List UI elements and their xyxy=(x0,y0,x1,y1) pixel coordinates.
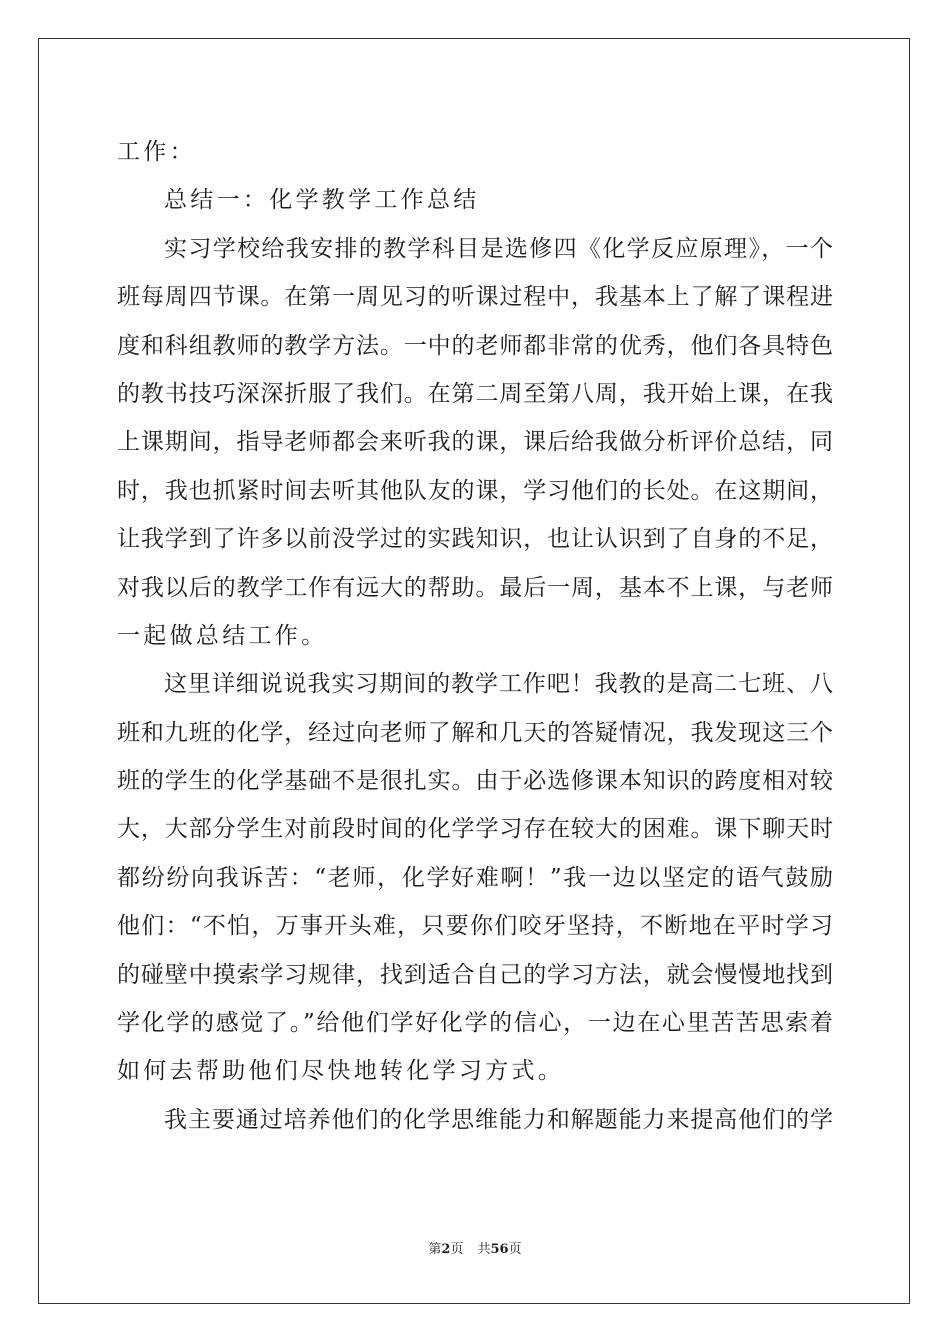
paragraph-line: 度和科组教师的教学方法。一中的老师都非常的优秀，他们各具特色 xyxy=(117,332,833,359)
paragraph-line: 的碰壁中摸索学习规律，找到适合自己的学习方法，就会慢慢地找到 xyxy=(117,961,833,988)
paragraph-line: 如何去帮助他们尽快地转化学习方式。 xyxy=(117,1058,565,1085)
total-prefix: 共 xyxy=(477,1242,491,1257)
total-pages: 56 xyxy=(490,1242,509,1257)
paragraph-line: 这里详细说说我实习期间的教学工作吧！我教的是高二七班、八 xyxy=(164,671,833,698)
paragraph-line: 时，我也抓紧时间去听其他队友的课，学习他们的长处。在这期间， xyxy=(117,477,833,504)
document-body xyxy=(117,128,833,1144)
paragraph-line: 班每周四节课。在第一周见习的听课过程中，我基本上了解了课程进 xyxy=(117,284,833,311)
page-footer xyxy=(0,1238,950,1257)
paragraph-line: 实习学校给我安排的教学科目是选修四《化学反应原理》，一个 xyxy=(164,235,833,262)
paragraph-line: 上课期间，指导老师都会来听我的课，课后给我做分析评价总结，同 xyxy=(117,429,833,456)
paragraph-line: 他们：“不怕，万事开头难，只要你们咬牙坚持，不断地在平时学习 xyxy=(117,913,833,940)
paragraph-line: 对我以后的教学工作有远大的帮助。最后一周，基本不上课，与老师 xyxy=(117,574,833,601)
section-heading: 总结一：化学教学工作总结 xyxy=(164,187,480,214)
page-number: 2 xyxy=(441,1242,451,1257)
total-suffix: 页 xyxy=(508,1242,522,1257)
paragraph-line: 大，大部分学生对前段时间的化学学习存在较大的困难。课下聊天时 xyxy=(117,816,833,843)
page-prefix: 第 xyxy=(428,1242,442,1257)
paragraph-line: 学化学的感觉了。”给他们学好化学的信心，一边在心里苦苦思索着 xyxy=(117,1010,833,1037)
paragraph-line: 的教书技巧深深折服了我们。在第二周至第八周，我开始上课，在我 xyxy=(117,380,833,407)
paragraph-line: 班的学生的化学基础不是很扎实。由于必选修课本知识的跨度相对较 xyxy=(117,768,833,795)
paragraph-line: 一起做总结工作。 xyxy=(117,622,328,649)
paragraph-line: 我主要通过培养他们的化学思维能力和解题能力来提高他们的学 xyxy=(164,1106,833,1133)
page-suffix: 页 xyxy=(450,1242,464,1257)
paragraph-line: 让我学到了许多以前没学过的实践知识，也让认识到了自身的不足， xyxy=(117,526,833,553)
text-line: 工作： xyxy=(117,139,196,165)
paragraph-line: 都纷纷向我诉苦：“老师，化学好难啊！”我一边以坚定的语气鼓励 xyxy=(117,864,833,891)
paragraph-line: 班和九班的化学，经过向老师了解和几天的答疑情况，我发现这三个 xyxy=(117,719,833,746)
